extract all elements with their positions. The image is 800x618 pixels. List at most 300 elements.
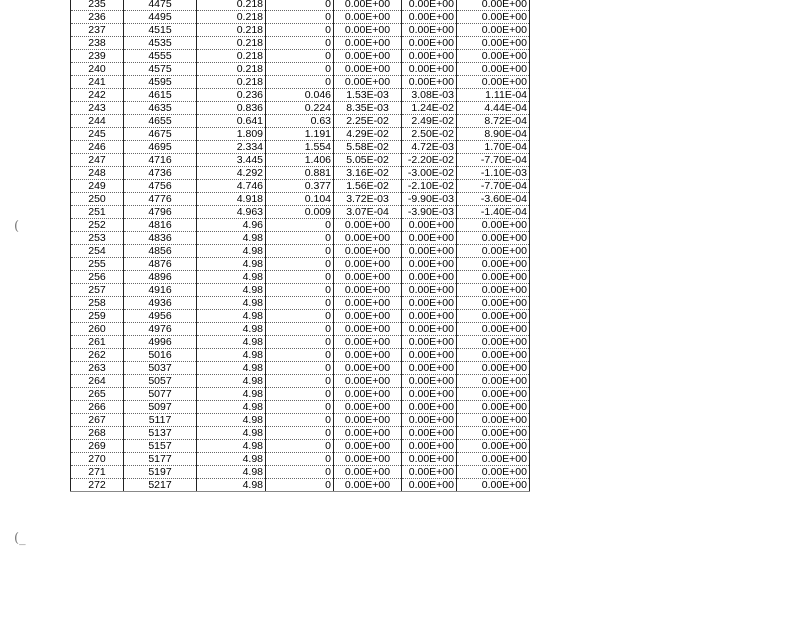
table-cell: 0.00E+00 <box>402 440 457 453</box>
table-cell: -7.70E-04 <box>457 180 530 193</box>
table-cell: 0.00E+00 <box>457 76 530 89</box>
table-cell: 0.00E+00 <box>402 323 457 336</box>
table-cell: 0.00E+00 <box>334 349 402 362</box>
table-cell: 4.98 <box>197 258 266 271</box>
table-cell: 4475 <box>124 0 197 11</box>
table-cell: 263 <box>71 362 124 375</box>
table-cell: -2.20E-02 <box>402 154 457 167</box>
table-cell: 0.00E+00 <box>334 219 402 232</box>
table-cell: -1.10E-03 <box>457 167 530 180</box>
margin-mark-lower: (_ <box>14 531 26 546</box>
table-cell: 0.00E+00 <box>334 453 402 466</box>
table-cell: 252 <box>71 219 124 232</box>
table-cell: 237 <box>71 24 124 37</box>
table-cell: 0.00E+00 <box>334 0 402 11</box>
table-row <box>71 297 530 310</box>
table-cell: 0.00E+00 <box>334 414 402 427</box>
table-cell: 268 <box>71 427 124 440</box>
table-cell: 4916 <box>124 284 197 297</box>
table-cell: 4.98 <box>197 232 266 245</box>
table-cell: 0 <box>266 258 334 271</box>
table-cell: 0.00E+00 <box>334 50 402 63</box>
table-cell: 4.98 <box>197 336 266 349</box>
table-cell: 0.00E+00 <box>402 479 457 492</box>
table-cell: 4976 <box>124 323 197 336</box>
table-cell: 4.96 <box>197 219 266 232</box>
table-cell: 0.00E+00 <box>334 232 402 245</box>
table-cell: 260 <box>71 323 124 336</box>
table-cell: 4.918 <box>197 193 266 206</box>
table-cell: 5037 <box>124 362 197 375</box>
table-cell: 0.00E+00 <box>457 362 530 375</box>
table-cell: 0.00E+00 <box>457 453 530 466</box>
table-row <box>71 401 530 414</box>
table-cell: 258 <box>71 297 124 310</box>
table-cell: 0 <box>266 440 334 453</box>
table-cell: 8.90E-04 <box>457 128 530 141</box>
table-cell: 0.00E+00 <box>402 271 457 284</box>
table-cell: 0.00E+00 <box>334 440 402 453</box>
table-row <box>71 232 530 245</box>
table-cell: 0.00E+00 <box>334 63 402 76</box>
table-row <box>71 466 530 479</box>
table-cell: 264 <box>71 375 124 388</box>
table-cell: 0.00E+00 <box>334 401 402 414</box>
table-cell: 0.00E+00 <box>334 258 402 271</box>
table-cell: 4776 <box>124 193 197 206</box>
table-cell: 5217 <box>124 479 197 492</box>
table-row <box>71 50 530 63</box>
table-cell: 254 <box>71 245 124 258</box>
table-cell: 2.25E-02 <box>334 115 402 128</box>
table-cell: 4.98 <box>197 440 266 453</box>
table-cell: 4.98 <box>197 453 266 466</box>
table-cell: 0.00E+00 <box>402 297 457 310</box>
table-cell: 265 <box>71 388 124 401</box>
table-cell: 0 <box>266 297 334 310</box>
table-cell: 0.236 <box>197 89 266 102</box>
table-row <box>71 154 530 167</box>
table-cell: 4936 <box>124 297 197 310</box>
table-cell: 0.00E+00 <box>457 349 530 362</box>
table-cell: 262 <box>71 349 124 362</box>
table-cell: 0.00E+00 <box>457 258 530 271</box>
table-cell: 4.98 <box>197 271 266 284</box>
table-cell: 0.009 <box>266 206 334 219</box>
table-row <box>71 89 530 102</box>
table-cell: 4796 <box>124 206 197 219</box>
table-cell: 243 <box>71 102 124 115</box>
table-row <box>71 102 530 115</box>
table-cell: 4.98 <box>197 284 266 297</box>
table-cell: 1.11E-04 <box>457 89 530 102</box>
table-cell: 4575 <box>124 63 197 76</box>
table-cell: 4956 <box>124 310 197 323</box>
table-cell: 4.98 <box>197 388 266 401</box>
table-cell: 0 <box>266 271 334 284</box>
table-row <box>71 284 530 297</box>
table-cell: 0.00E+00 <box>402 37 457 50</box>
table-row <box>71 76 530 89</box>
table-cell: 3.72E-03 <box>334 193 402 206</box>
table-cell: 4996 <box>124 336 197 349</box>
table-cell: 0.00E+00 <box>457 284 530 297</box>
table-cell: 0 <box>266 479 334 492</box>
table-row <box>71 37 530 50</box>
table-cell: 0.00E+00 <box>334 24 402 37</box>
table-row <box>71 440 530 453</box>
table-cell: 5137 <box>124 427 197 440</box>
table-cell: 4.98 <box>197 401 266 414</box>
table-cell: 4695 <box>124 141 197 154</box>
table-cell: 3.07E-04 <box>334 206 402 219</box>
table-cell: 0 <box>266 375 334 388</box>
table-cell: 0.00E+00 <box>334 11 402 24</box>
table-cell: 0.00E+00 <box>334 388 402 401</box>
table-cell: 0 <box>266 219 334 232</box>
table-cell: -1.40E-04 <box>457 206 530 219</box>
table-cell: 4.98 <box>197 414 266 427</box>
table-cell: 0.00E+00 <box>402 50 457 63</box>
table-cell: 261 <box>71 336 124 349</box>
table-cell: 0.00E+00 <box>402 388 457 401</box>
table-cell: 4.98 <box>197 245 266 258</box>
table-cell: 0.00E+00 <box>457 24 530 37</box>
table-cell: 0.00E+00 <box>402 362 457 375</box>
table-cell: 5197 <box>124 466 197 479</box>
table-cell: 0.00E+00 <box>334 323 402 336</box>
table-cell: 0.00E+00 <box>402 349 457 362</box>
table-cell: 270 <box>71 453 124 466</box>
table-cell: 0.00E+00 <box>457 401 530 414</box>
table-cell: 0 <box>266 245 334 258</box>
table-cell: -9.90E-03 <box>402 193 457 206</box>
table-cell: -7.70E-04 <box>457 154 530 167</box>
table-cell: 0.00E+00 <box>457 388 530 401</box>
table-row <box>71 362 530 375</box>
table-cell: 4.29E-02 <box>334 128 402 141</box>
table-row <box>71 349 530 362</box>
table-cell: 4876 <box>124 258 197 271</box>
table-cell: 0.00E+00 <box>457 11 530 24</box>
table-cell: 0.00E+00 <box>402 232 457 245</box>
table-cell: 4515 <box>124 24 197 37</box>
table-row <box>71 24 530 37</box>
table-cell: 0 <box>266 427 334 440</box>
table-cell: 267 <box>71 414 124 427</box>
table-cell: 0.00E+00 <box>457 271 530 284</box>
table-cell: 0.00E+00 <box>402 310 457 323</box>
table-row <box>71 11 530 24</box>
table-cell: 242 <box>71 89 124 102</box>
table-cell: 272 <box>71 479 124 492</box>
table-cell: 0 <box>266 388 334 401</box>
table-row <box>71 115 530 128</box>
table-cell: 0.218 <box>197 11 266 24</box>
table-cell: 1.406 <box>266 154 334 167</box>
table-cell: 0.00E+00 <box>334 362 402 375</box>
table-row <box>71 245 530 258</box>
table-cell: 0.881 <box>266 167 334 180</box>
table-cell: 0 <box>266 362 334 375</box>
table-cell: 4555 <box>124 50 197 63</box>
table-cell: 0.00E+00 <box>402 284 457 297</box>
table-cell: 0.00E+00 <box>402 11 457 24</box>
table-row <box>71 180 530 193</box>
table-row <box>71 271 530 284</box>
table-cell: 0.218 <box>197 24 266 37</box>
table-row <box>71 219 530 232</box>
table-cell: 0.00E+00 <box>457 336 530 349</box>
table-cell: 240 <box>71 63 124 76</box>
table-cell: 248 <box>71 167 124 180</box>
table-cell: 5.05E-02 <box>334 154 402 167</box>
table-cell: 257 <box>71 284 124 297</box>
table-cell: -3.90E-03 <box>402 206 457 219</box>
table-row <box>71 414 530 427</box>
table-cell: 4.98 <box>197 323 266 336</box>
table-row <box>71 453 530 466</box>
table-cell: 0.00E+00 <box>334 271 402 284</box>
table-cell: 0.00E+00 <box>334 310 402 323</box>
table-cell: 259 <box>71 310 124 323</box>
table-cell: 0 <box>266 37 334 50</box>
table-cell: 3.445 <box>197 154 266 167</box>
table-cell: 269 <box>71 440 124 453</box>
table-cell: 5077 <box>124 388 197 401</box>
table-row <box>71 310 530 323</box>
table-cell: 266 <box>71 401 124 414</box>
table-cell: 0.00E+00 <box>457 414 530 427</box>
table-cell: 0 <box>266 349 334 362</box>
table-cell: 246 <box>71 141 124 154</box>
table-cell: 256 <box>71 271 124 284</box>
table-cell: 8.35E-03 <box>334 102 402 115</box>
table-cell: 4896 <box>124 271 197 284</box>
table-cell: 239 <box>71 50 124 63</box>
table-cell: 0 <box>266 76 334 89</box>
table-cell: 0.00E+00 <box>402 245 457 258</box>
table-cell: 0.00E+00 <box>457 219 530 232</box>
table-cell: 0.218 <box>197 37 266 50</box>
table-cell: 0.00E+00 <box>334 375 402 388</box>
table-cell: 0 <box>266 401 334 414</box>
table-cell: 0.00E+00 <box>334 336 402 349</box>
table-cell: 0.63 <box>266 115 334 128</box>
table-cell: 0.377 <box>266 180 334 193</box>
table-cell: 0.00E+00 <box>457 50 530 63</box>
table-cell: 4.98 <box>197 362 266 375</box>
table-cell: 4816 <box>124 219 197 232</box>
table-body <box>71 0 530 492</box>
table-cell: 4.98 <box>197 349 266 362</box>
table-cell: 0.00E+00 <box>402 427 457 440</box>
table-cell: 0 <box>266 63 334 76</box>
table-cell: 0 <box>266 336 334 349</box>
table-cell: 5157 <box>124 440 197 453</box>
table-cell: 0 <box>266 50 334 63</box>
table-cell: 4.963 <box>197 206 266 219</box>
table-row <box>71 388 530 401</box>
table-cell: 0.00E+00 <box>402 0 457 11</box>
table-cell: 0.00E+00 <box>334 37 402 50</box>
table-cell: 1.809 <box>197 128 266 141</box>
table-cell: 0 <box>266 232 334 245</box>
table-cell: 1.53E-03 <box>334 89 402 102</box>
table-cell: 4635 <box>124 102 197 115</box>
table-cell: 4535 <box>124 37 197 50</box>
table-cell: 0.00E+00 <box>402 401 457 414</box>
table-cell: 0.218 <box>197 63 266 76</box>
table-cell: -3.00E-02 <box>402 167 457 180</box>
table-row <box>71 141 530 154</box>
table-cell: 0.00E+00 <box>402 76 457 89</box>
table-cell: 1.554 <box>266 141 334 154</box>
table-row <box>71 63 530 76</box>
table-cell: 0 <box>266 0 334 11</box>
table-cell: 0.00E+00 <box>457 232 530 245</box>
table-cell: 3.16E-02 <box>334 167 402 180</box>
table-cell: 0.00E+00 <box>457 0 530 11</box>
table-row <box>71 0 530 11</box>
table-cell: 5117 <box>124 414 197 427</box>
table-cell: 0.104 <box>266 193 334 206</box>
table-cell: 0.00E+00 <box>402 375 457 388</box>
table-cell: 1.24E-02 <box>402 102 457 115</box>
table-cell: 0.00E+00 <box>402 336 457 349</box>
table-cell: 0.00E+00 <box>457 323 530 336</box>
table-cell: 0 <box>266 24 334 37</box>
table-cell: 1.191 <box>266 128 334 141</box>
table-row <box>71 128 530 141</box>
table-cell: -3.60E-04 <box>457 193 530 206</box>
table-cell: 0.218 <box>197 76 266 89</box>
table-row <box>71 336 530 349</box>
table-cell: -2.10E-02 <box>402 180 457 193</box>
table-cell: 4.98 <box>197 479 266 492</box>
table-cell: 4615 <box>124 89 197 102</box>
table-cell: 5097 <box>124 401 197 414</box>
table-cell: 4655 <box>124 115 197 128</box>
table-cell: 1.56E-02 <box>334 180 402 193</box>
table-cell: 0.224 <box>266 102 334 115</box>
table-cell: 241 <box>71 76 124 89</box>
table-cell: 251 <box>71 206 124 219</box>
table-cell: 4716 <box>124 154 197 167</box>
table-row <box>71 206 530 219</box>
table-cell: 5057 <box>124 375 197 388</box>
table-row <box>71 193 530 206</box>
table-cell: 0.00E+00 <box>402 453 457 466</box>
table-cell: 4736 <box>124 167 197 180</box>
table-cell: 0 <box>266 310 334 323</box>
table-cell: 4.98 <box>197 466 266 479</box>
table-cell: 4675 <box>124 128 197 141</box>
table-cell: 4856 <box>124 245 197 258</box>
table-cell: 0.00E+00 <box>402 414 457 427</box>
table-cell: 0.00E+00 <box>402 219 457 232</box>
table-cell: 5.58E-02 <box>334 141 402 154</box>
table-cell: 3.08E-03 <box>402 89 457 102</box>
table-cell: 0 <box>266 284 334 297</box>
table-cell: 238 <box>71 37 124 50</box>
table-cell: 244 <box>71 115 124 128</box>
table-row <box>71 167 530 180</box>
table-cell: 0.00E+00 <box>402 24 457 37</box>
table-cell: 0.00E+00 <box>402 63 457 76</box>
table-cell: 0.00E+00 <box>334 245 402 258</box>
data-table <box>70 0 530 492</box>
table-cell: 0 <box>266 414 334 427</box>
table-cell: 0.218 <box>197 50 266 63</box>
table-row <box>71 323 530 336</box>
margin-mark-upper: ( <box>14 219 20 234</box>
table-cell: 4.98 <box>197 297 266 310</box>
table-cell: 0.836 <box>197 102 266 115</box>
table-cell: 1.70E-04 <box>457 141 530 154</box>
table-cell: 4.292 <box>197 167 266 180</box>
table-cell: 0.00E+00 <box>334 479 402 492</box>
table-cell: 4.98 <box>197 427 266 440</box>
table-cell: 0.00E+00 <box>457 466 530 479</box>
table-cell: 0 <box>266 466 334 479</box>
table-cell: 0.00E+00 <box>334 297 402 310</box>
table-cell: 0 <box>266 323 334 336</box>
table-cell: 250 <box>71 193 124 206</box>
table-cell: 236 <box>71 11 124 24</box>
table-cell: 8.72E-04 <box>457 115 530 128</box>
table-cell: 4.746 <box>197 180 266 193</box>
table-cell: 255 <box>71 258 124 271</box>
table-cell: 249 <box>71 180 124 193</box>
table-row <box>71 479 530 492</box>
table-cell: 0.00E+00 <box>402 258 457 271</box>
table-cell: 4.98 <box>197 375 266 388</box>
table-cell: 0.641 <box>197 115 266 128</box>
table-cell: 4.72E-03 <box>402 141 457 154</box>
table-cell: 0.00E+00 <box>457 245 530 258</box>
table-cell: 271 <box>71 466 124 479</box>
table-cell: 4495 <box>124 11 197 24</box>
table-cell: 2.49E-02 <box>402 115 457 128</box>
table-cell: 4.98 <box>197 310 266 323</box>
table-cell: 0.00E+00 <box>457 427 530 440</box>
table-cell: 0 <box>266 453 334 466</box>
table-cell: 4595 <box>124 76 197 89</box>
table-cell: 4.44E-04 <box>457 102 530 115</box>
table-row <box>71 427 530 440</box>
table-row <box>71 375 530 388</box>
table-cell: 0 <box>266 11 334 24</box>
table-cell: 0.00E+00 <box>457 440 530 453</box>
table-cell: 245 <box>71 128 124 141</box>
table-cell: 235 <box>71 0 124 11</box>
table-cell: 4756 <box>124 180 197 193</box>
table-cell: 253 <box>71 232 124 245</box>
table-cell: 0.00E+00 <box>457 297 530 310</box>
table-cell: 5016 <box>124 349 197 362</box>
table-cell: 247 <box>71 154 124 167</box>
table-cell: 0.00E+00 <box>334 76 402 89</box>
table-cell: 0.00E+00 <box>457 310 530 323</box>
table-cell: 0.00E+00 <box>457 63 530 76</box>
table-cell: 0.00E+00 <box>457 375 530 388</box>
table-cell: 4836 <box>124 232 197 245</box>
table-cell: 0.00E+00 <box>457 479 530 492</box>
table-cell: 0.00E+00 <box>334 284 402 297</box>
table-cell: 2.50E-02 <box>402 128 457 141</box>
table-cell: 0.00E+00 <box>402 466 457 479</box>
